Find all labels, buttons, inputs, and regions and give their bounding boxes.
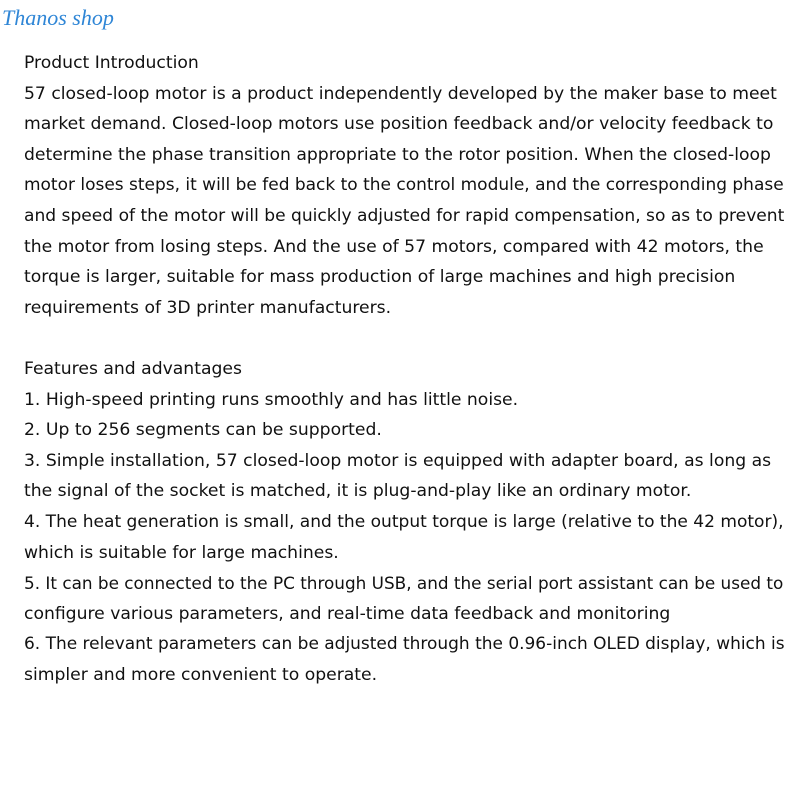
intro-line: and speed of the motor will be quickly adjusted for rapid compensation, so as to prevent (24, 205, 785, 226)
feature-line: the signal of the socket is matched, it is plug-and-play like an ordinary motor. (24, 481, 692, 502)
intro-line: 57 closed-loop motor is a product independently developed by the maker base to meet (24, 83, 777, 104)
feature-line: simpler and more convenient to operate. (24, 664, 378, 685)
intro-line: the motor from losing steps. And the use of 57 motors, compared with 42 motors, the (24, 236, 764, 257)
feature-line: configure various parameters, and real-time data feedback and monitoring (24, 603, 671, 624)
feature-line: which is suitable for large machines. (24, 542, 339, 563)
feature-line: 5. It can be connected to the PC through USB, and the serial port assistant can be used to (24, 573, 784, 594)
shop-watermark: Thanos shop (2, 5, 114, 30)
feature-line: 4. The heat generation is small, and the output torque is large (relative to the 42 motor), (24, 511, 784, 532)
features-heading: Features and advantages (24, 358, 242, 379)
intro-line: motor loses steps, it will be fed back to the control module, and the corresponding phase (24, 175, 784, 196)
feature-line: 6. The relevant parameters can be adjusted through the 0.96-inch OLED display, which is (24, 634, 785, 655)
intro-line: market demand. Closed-loop motors use position feedback and/or velocity feedback to (24, 114, 774, 135)
intro-line: requirements of 3D printer manufacturers. (24, 297, 392, 318)
feature-line: 3. Simple installation, 57 closed-loop motor is equipped with adapter board, as long as (24, 450, 772, 471)
document-body (24, 48, 784, 690)
paragraph-spacer (24, 323, 784, 354)
feature-line: 2. Up to 256 segments can be supported. (24, 420, 382, 441)
intro-heading: Product Introduction (24, 53, 199, 73)
intro-line: determine the phase transition appropriate to the rotor position. When the closed-loop (24, 144, 771, 165)
intro-line: torque is larger, suitable for mass production of large machines and high precision (24, 267, 736, 288)
feature-line: 1. High-speed printing runs smoothly and has little noise. (24, 389, 519, 410)
